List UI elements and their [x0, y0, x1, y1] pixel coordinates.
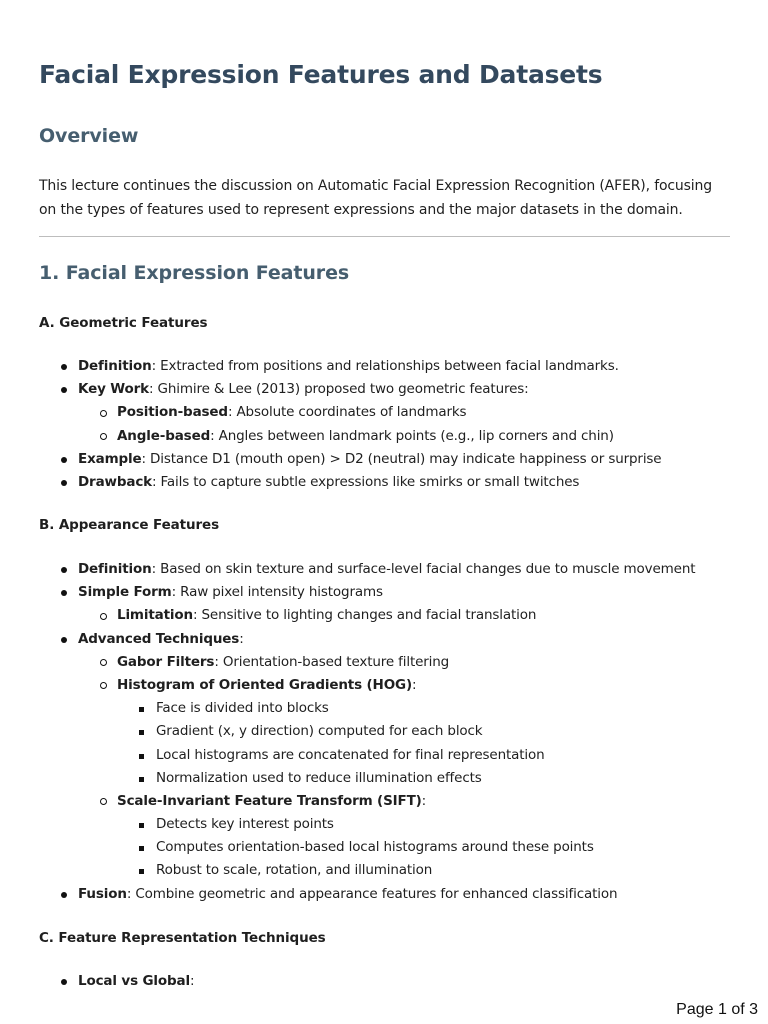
square-bullet-icon: [139, 777, 144, 782]
list-item: Normalization used to reduce illumination effects: [39, 767, 730, 790]
overview-heading: Overview: [39, 125, 139, 147]
list-item: Limitation: Sensitive to lighting changes and facial translation: [39, 604, 730, 627]
square-bullet-icon: [139, 754, 144, 759]
circle-bullet-icon: [100, 613, 107, 620]
list-item: Histogram of Oriented Gradients (HOG):: [39, 674, 730, 697]
list-item: Definition: Extracted from positions and relationships between facial landmarks.: [39, 355, 730, 378]
list-item: Simple Form: Raw pixel intensity histograms: [39, 581, 730, 604]
subsection-heading-geometric: A. Geometric Features: [39, 315, 208, 331]
section-divider: [39, 236, 730, 237]
list-item: Drawback: Fails to capture subtle expressions like smirks or small twitches: [39, 471, 730, 494]
list-item: Robust to scale, rotation, and illumination: [39, 859, 730, 882]
circle-bullet-icon: [100, 410, 107, 417]
page-number: Page 1 of 3: [676, 1001, 758, 1018]
square-bullet-icon: [139, 846, 144, 851]
list-item: Key Work: Ghimire & Lee (2013) proposed two geometric features:: [39, 378, 730, 401]
subsection-heading-appearance: B. Appearance Features: [39, 517, 220, 533]
appearance-features-list: [39, 558, 730, 906]
representation-list: [39, 970, 730, 993]
square-bullet-icon: [139, 707, 144, 712]
square-bullet-icon: [139, 823, 144, 828]
list-item: Example: Distance D1 (mouth open) > D2 (neutral) may indicate happiness or surprise: [39, 448, 730, 471]
list-item: Gradient (x, y direction) computed for each block: [39, 720, 730, 743]
document-title: Facial Expression Features and Datasets: [39, 60, 603, 89]
list-item: Detects key interest points: [39, 813, 730, 836]
list-item: Advanced Techniques:: [39, 628, 730, 651]
square-bullet-icon: [139, 869, 144, 874]
bullet-icon: [61, 892, 67, 898]
bullet-icon: [61, 480, 67, 486]
list-item: Face is divided into blocks: [39, 697, 730, 720]
square-bullet-icon: [139, 730, 144, 735]
bullet-icon: [61, 979, 67, 985]
bullet-icon: [61, 590, 67, 596]
section-heading-features: 1. Facial Expression Features: [39, 262, 350, 284]
circle-bullet-icon: [100, 682, 107, 689]
bullet-icon: [61, 637, 67, 643]
list-item: Angle-based: Angles between landmark points (e.g., lip corners and chin): [39, 425, 730, 448]
list-item: Definition: Based on skin texture and surface-level facial changes due to muscle movement: [39, 558, 730, 581]
list-item: Scale-Invariant Feature Transform (SIFT):: [39, 790, 730, 813]
circle-bullet-icon: [100, 433, 107, 440]
list-item: Position-based: Absolute coordinates of landmarks: [39, 401, 730, 424]
circle-bullet-icon: [100, 659, 107, 666]
list-item: Local vs Global:: [39, 970, 730, 993]
list-item: Computes orientation-based local histograms around these points: [39, 836, 730, 859]
list-item: Gabor Filters: Orientation-based texture filtering: [39, 651, 730, 674]
bullet-icon: [61, 387, 67, 393]
subsection-heading-representation: C. Feature Representation Techniques: [39, 930, 326, 946]
bullet-icon: [61, 364, 67, 370]
bullet-icon: [61, 457, 67, 463]
bullet-icon: [61, 567, 67, 573]
overview-paragraph: This lecture continues the discussion on Automatic Facial Expression Recognition (AFER), focusing on the types of features used to represent expressions and the major datasets in the domain.: [39, 178, 712, 218]
circle-bullet-icon: [100, 798, 107, 805]
list-item: Local histograms are concatenated for final representation: [39, 744, 730, 767]
list-item: Fusion: Combine geometric and appearance features for enhanced classification: [39, 883, 730, 906]
geometric-features-list: [39, 355, 730, 494]
